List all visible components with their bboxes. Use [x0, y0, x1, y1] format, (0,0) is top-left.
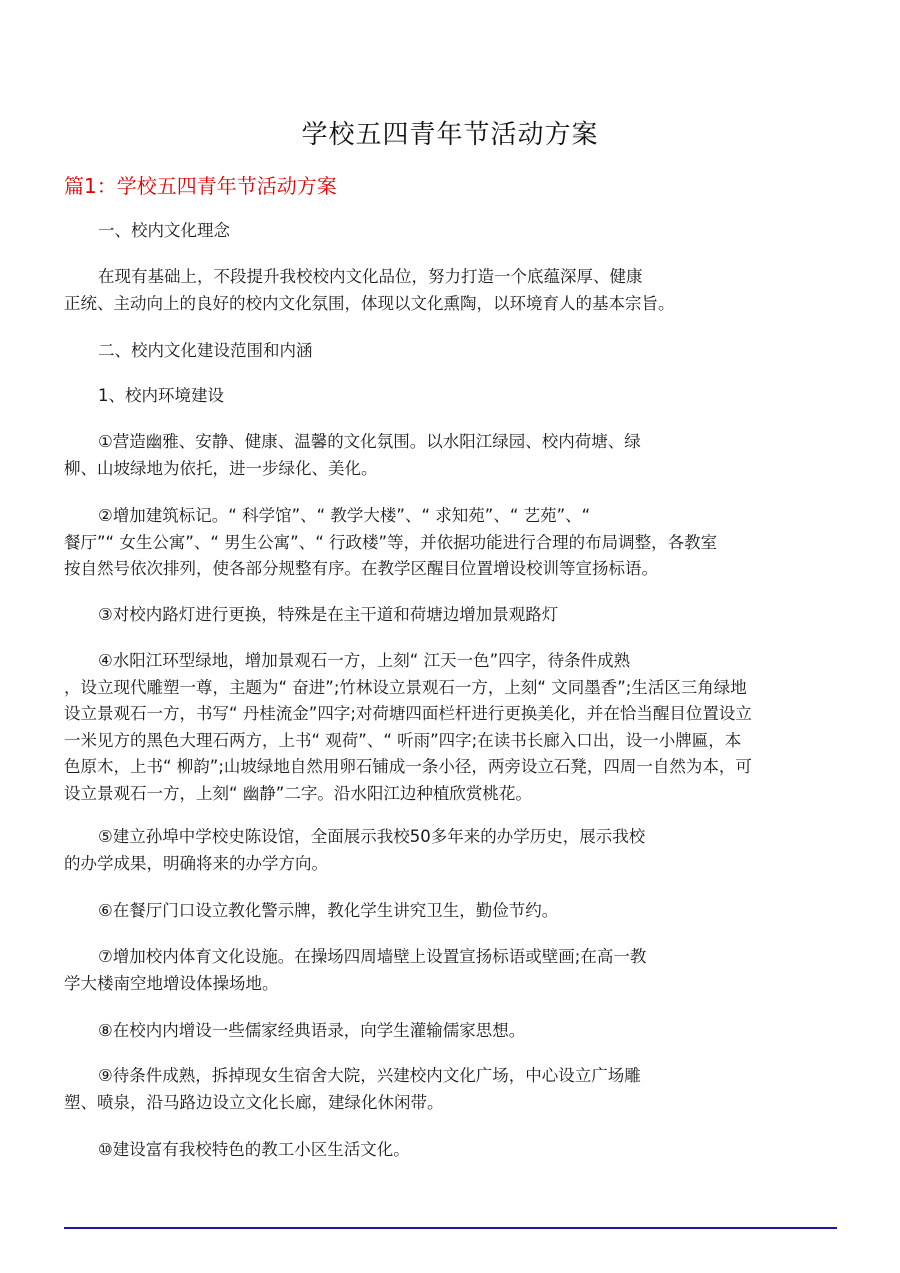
text-line: ⑦增加校内体育文化设施。在操场四周墙壁上设置宣扬标语或壁画;在高一教	[98, 947, 647, 966]
text-line: 二、校内文化建设范围和内涵	[98, 341, 313, 360]
item-4	[64, 648, 840, 807]
text-line: ④水阳江环型绿地，增加景观石一方，上刻“ 江天一色”四字，待条件成熟	[98, 651, 631, 670]
item-10	[64, 1137, 840, 1164]
item-3	[64, 602, 840, 629]
page-title: 学校五四青年节活动方案	[301, 120, 599, 150]
text-line: ⑥在餐厅门口设立教化警示牌，教化学生讲究卫生，勤俭节约。	[98, 901, 559, 920]
text-line: 学大楼南空地增设体操场地。	[64, 973, 279, 993]
text-line: 色原木，上书“ 柳韵”;山坡绿地自然用卵石铺成一条小径，两旁设立石凳，四周一自然为本，可	[64, 757, 752, 776]
text-line: 餐厅”“ 女生公寓”、“ 男生公寓”、“ 行政楼”等，并依据功能进行合理的布局调整，各教室	[64, 532, 718, 552]
heading-1	[64, 218, 840, 245]
item-2	[64, 503, 840, 583]
item-1	[64, 429, 840, 482]
item-7	[64, 944, 840, 997]
text-line: 在现有基础上，不段提升我校校内文化品位，努力打造一个底蕴深厚、健康	[98, 267, 643, 286]
text-line: 设立景观石一方，书写“ 丹桂流金”四字;对荷塘四面栏杆进行更换美化，并在恰当醒目位置设立	[64, 704, 752, 723]
footer-divider	[64, 1227, 837, 1229]
text-line: 按自然号依次排列，使各部分规整有序。在教学区醒目位置增设校训等宣扬标语。	[64, 559, 658, 578]
text-line: 一、校内文化理念	[98, 221, 230, 240]
text-line: 设立景观石一方，上刻“ 幽静”二字。沿水阳江边种植欣赏桃花。	[64, 783, 532, 803]
text-line: ⑩建设富有我校特色的教工小区生活文化。	[98, 1140, 410, 1159]
section-heading: 篇1：学校五四青年节活动方案	[64, 174, 337, 198]
text-line: ⑤建立孙埠中学校史陈设馆，全面展示我校50多年来的办学历史，展示我校	[98, 827, 646, 846]
subheading-1	[64, 383, 840, 410]
text-line: 正统、主动向上的良好的校内文化氛围，体现以文化熏陶，以环境育人的基本宗旨。	[64, 293, 675, 313]
text-line: ⑨待条件成熟，拆掉现女生宿舍大院，兴建校内文化广场，中心设立广场雕	[98, 1066, 641, 1085]
text-line: ①营造幽雅、安静、健康、温馨的文化氛围。以水阳江绿园、校内荷塘、绿	[98, 432, 641, 451]
text-line: ，设立现代雕塑一尊，主题为“ 奋进”;竹林设立景观石一方，上刻“ 文同墨香”;生活区三角绿地	[64, 677, 747, 697]
text-line: 1、校内环境建设	[98, 386, 224, 405]
paragraph-culture-concept	[64, 264, 840, 317]
heading-2	[64, 338, 840, 365]
text-line: ⑧在校内内增设一些儒家经典语录，向学生灌输儒家思想。	[98, 1021, 526, 1040]
text-line: 的办学成果，明确将来的办学方向。	[64, 853, 328, 873]
text-line: 柳、山坡绿地为依托，进一步绿化、美化。	[64, 458, 378, 478]
text-line: ③对校内路灯进行更换，特殊是在主干道和荷塘边增加景观路灯	[98, 605, 559, 624]
item-9	[64, 1063, 840, 1116]
text-line: 塑、喷泉，沿马路边设立文化长廊，建绿化休闲带。	[64, 1092, 444, 1112]
item-8	[64, 1018, 840, 1045]
item-5	[64, 824, 840, 877]
item-6	[64, 898, 840, 925]
text-line: ②增加建筑标记。“ 科学馆”、“ 教学大楼”、“ 求知苑”、“ 艺苑”、“	[98, 506, 591, 525]
text-line: 一米见方的黑色大理石两方，上书“ 观荷”、“ 听雨”四字;在读书长廊入口出，设一小牌匾，本	[64, 730, 742, 750]
